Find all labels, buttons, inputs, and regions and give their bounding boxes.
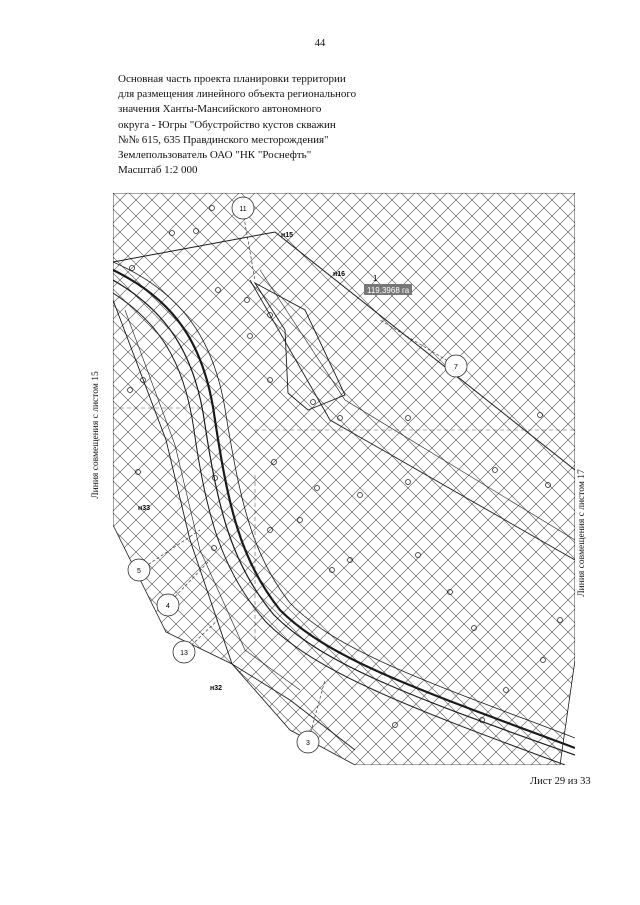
callout-11: 11	[239, 206, 247, 213]
land-user-line: Землепользователь ОАО "НК "Роснефть"	[118, 149, 312, 162]
area-marker: 1	[373, 274, 378, 283]
callout-3: 3	[306, 740, 310, 747]
planning-area	[113, 193, 575, 765]
left-match-line-caption: Линия совмещения с листом 15	[91, 371, 101, 499]
title-line-1: Основная часть проекта планировки территории	[118, 73, 346, 85]
title-line-2: для размещения линейного объекта регионального	[118, 88, 357, 101]
area-label: 119,3968 га	[367, 286, 410, 295]
title-line-5: №№ 615, 635 Правдинского месторождения"	[118, 133, 329, 146]
callout-4: 4	[166, 603, 170, 610]
right-match-line-caption: Линия совмещения с листом 17	[577, 469, 587, 597]
page-number: 44	[314, 38, 326, 49]
point-label-n16: н16	[333, 271, 346, 278]
point-label-n32: н32	[210, 685, 223, 692]
callout-7: 7	[454, 364, 458, 371]
sheet-number: Лист 29 из 33	[530, 776, 591, 787]
callout-5: 5	[137, 568, 141, 575]
title-line-3: значения Ханты-Мансийского автономного	[118, 103, 322, 116]
point-label-n15: н15	[281, 232, 294, 239]
title-line-4: округа - Югры "Обустройство кустов скважин	[118, 118, 336, 131]
callout-13: 13	[180, 650, 188, 657]
point-label-n33: н33	[138, 505, 151, 512]
scale-line: Масштаб 1:2 000	[118, 164, 198, 177]
